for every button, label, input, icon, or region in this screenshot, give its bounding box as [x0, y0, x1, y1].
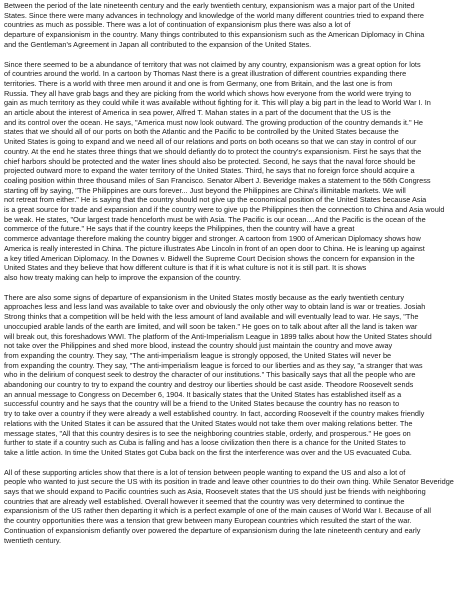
text-line: an annual message to Congress on December 6, 1904. It basically states that the United States has established itself as a	[4, 389, 402, 399]
text-line: from expanding the country. They say, "The anti-imperialism league is forced to our liberties and as they say, "a stranger that was	[4, 360, 423, 370]
text-line: coaling position within three thousand miles of San Francisco. Senator Albert J. Beveridge makes a statement to the 56th Congress	[4, 175, 431, 185]
text-line: All of these supporting articles show that there is a lot of tension between people wanting to expand the US and also a lot of	[4, 467, 406, 477]
text-line: an article about the interest of America in sea power, Alfred T. Mahan states in a part of the document that the US is the	[4, 108, 391, 118]
text-line: says that we should expand to Pacific countries such as Asia, Roosevelt states that the US should just be friends with neighboring	[4, 487, 426, 497]
text-line: departure of expansionism in the country. Many things contributed to this expansionism such as the American Diplomacy in China	[4, 30, 425, 40]
text-line: unoccupied arable lands of the earth are limited, and will soon be taken." He goes on to talk about after all the land is taken war	[4, 321, 418, 331]
paragraph-intro	[4, 1, 470, 50]
text-line: twentieth century.	[4, 535, 62, 545]
text-line: commerce of the future." He says that if the country keeps the Philippines, then the country will have a great	[4, 224, 355, 234]
text-line: Russia. They all have grab bags and they are picking from the world which shows how everyone from the world were trying to	[4, 88, 412, 98]
text-line: projected outward more to expand the water territory of the United States. Third, he says that no foreign force should acquire a	[4, 166, 415, 176]
text-line: and its control over the ocean. He says, "America must now look outward. The growing production of the country demands it." He	[4, 117, 423, 127]
paragraph-continuation	[4, 60, 470, 283]
text-line: is a great source for trade and expansion and if the country were to give up the Philippines then the connection to China and Asia would	[4, 205, 445, 215]
text-line: countries that are already well established. Overall however it seemed that the country was very determined to continue the	[4, 496, 405, 506]
text-line: people who wanted to just secure the US with its position in trade and leave other countries to do their own thing. While Senator Beveridge	[4, 477, 454, 487]
text-line: from expanding the country. They say, "The anti-imperialism league is strongly opposed, the United States will never be	[4, 350, 392, 360]
text-line: country. At the end he states three things that we should defiantly do to protect the country's expansionism. First he says that the	[4, 146, 422, 156]
text-line: Between the period of the late nineteenth century and the early twentieth century, expansionism was a major part of the United	[4, 1, 415, 10]
text-line: There are also some signs of departure of expansionism in the United States mostly because as the early twentieth century	[4, 292, 405, 302]
text-line: Strong thinks that a competition will be held with the less amount of land available and will eventually lead to war. He says, "The	[4, 312, 419, 322]
text-line: and the Gentleman's Agreement in Japan all contributed to the expansion of the United States.	[4, 39, 312, 49]
text-line: States. Since there were many advances in technology and knowledge of the world many different countries tried to expand there	[4, 10, 424, 20]
text-line: United States and they believe that how different culture is that if it is what culture is not it is still part. It is shows	[4, 263, 367, 273]
text-line: United States is going to expand and we need all of our relations and ports on both oceans so that we can stay in control of our	[4, 137, 417, 147]
text-line: not retreat from either." He is saying that the country should not give up the economical position of the United States because Asia	[4, 195, 427, 205]
text-line: further to state if a country such as Cuba is falling and has a loose civilization then there is a chance for the United States to	[4, 438, 406, 448]
paragraph-conclusion	[4, 468, 470, 546]
text-line: territories. There is a world with three men around it and one is from Germany, one from Britain, and the last one is from	[4, 78, 393, 88]
text-line: take a little action. In time the United States got Cuba back on the first the interference was over and the US evacuated Cuba.	[4, 447, 412, 457]
text-line: countries as much as possible. There was a lot of continuation of expansionism plus there was also a lot of	[4, 20, 351, 30]
text-line: America is really interested in China. The picture illustrates Abe Lincoln in front of an open door to China. He is leaning up against	[4, 243, 425, 253]
text-line: Continuation of expansionism defiantly over powered the departure of expansionism during the late nineteenth century and early	[4, 525, 421, 535]
text-line: Since there seemed to be a abundance of territory that was not claimed by any country, expansionism was a great option for lots	[4, 59, 421, 69]
text-line: not take over the Philippines and shed more blood, instead the country should just maintain the country and move away	[4, 341, 393, 351]
paragraph-departure	[4, 293, 470, 458]
text-line: of countries around the world. In a cartoon by Thomas Nast there is a great illustration of different countries expanding there	[4, 69, 407, 79]
paragraph-gap	[4, 283, 470, 293]
paragraph-gap	[4, 50, 470, 60]
text-line: starting off by saying, "The Philippines are ours forever... Just beyond the Philippines are China's illimitable markets. We will	[4, 185, 406, 195]
text-line: also how treaty making can help to improve the expansion of the country.	[4, 272, 242, 282]
text-line: will break out, this foreshadows WWI. The platform of the Anti-Imperialism League in 1899 talks about how the United States should	[4, 331, 432, 341]
text-line: who in the delirium of conquest seek to destroy the character of our institutions." This basically says that all the people who are	[4, 370, 416, 380]
text-line: gain as much territory as they could while it was available without fighting for it. This will play a big part in the lead to World War I. In	[4, 98, 431, 108]
text-line: states that we should all of our ports on both the Atlantic and the Pacific to be controlled by the United States because the	[4, 127, 399, 137]
paragraph-gap	[4, 458, 470, 468]
text-line: the country opportunities there was a tension that grew between many European countries which resulted the start of the war.	[4, 516, 412, 526]
text-line: relations with the United States it can be assured that the United States would not take them over making relations better. The	[4, 418, 413, 428]
essay-document	[4, 1, 470, 545]
text-line: successful country and he says that the country will be a friend to the United States because the country has no reason to	[4, 399, 400, 409]
text-line: expansionism of the US rather then departing it which is a perfect example of one of the main causes of World War I. Because of all	[4, 506, 431, 516]
text-line: abandoning our country to try to expand the country and destroy our liberties should be cast aside. Theodore Roosevelt sends	[4, 380, 414, 390]
text-line: be weak. He states, "Our largest trade henceforth must be with Asia. The Pacific is our ocean....And the Pacific is the ocean of the	[4, 214, 426, 224]
text-line: a key titled American Diplomacy. In the Downes v. Bidwell the Supreme Court Decision shows the concern for expansion in the	[4, 253, 415, 263]
text-line: message states, "All that this country desires is to see the neighboring countries stable, orderly, and prosperous." He goes on	[4, 428, 411, 438]
text-line: approaches less and less land was available to take over and obviously the only other way to obtain land is war or treaties. Josiah	[4, 302, 426, 312]
text-line: chief harbors should be protected and the water lines should also be protected. Second, he says that the naval force should be	[4, 156, 416, 166]
text-line: commerce advantage therefore making the country bigger and stronger. A cartoon from 1900 of American Diplomacy shows how	[4, 234, 421, 244]
text-line: try to take over a country if they were already a well established country. In fact, according Roosevelt if the country makes friendly	[4, 409, 425, 419]
